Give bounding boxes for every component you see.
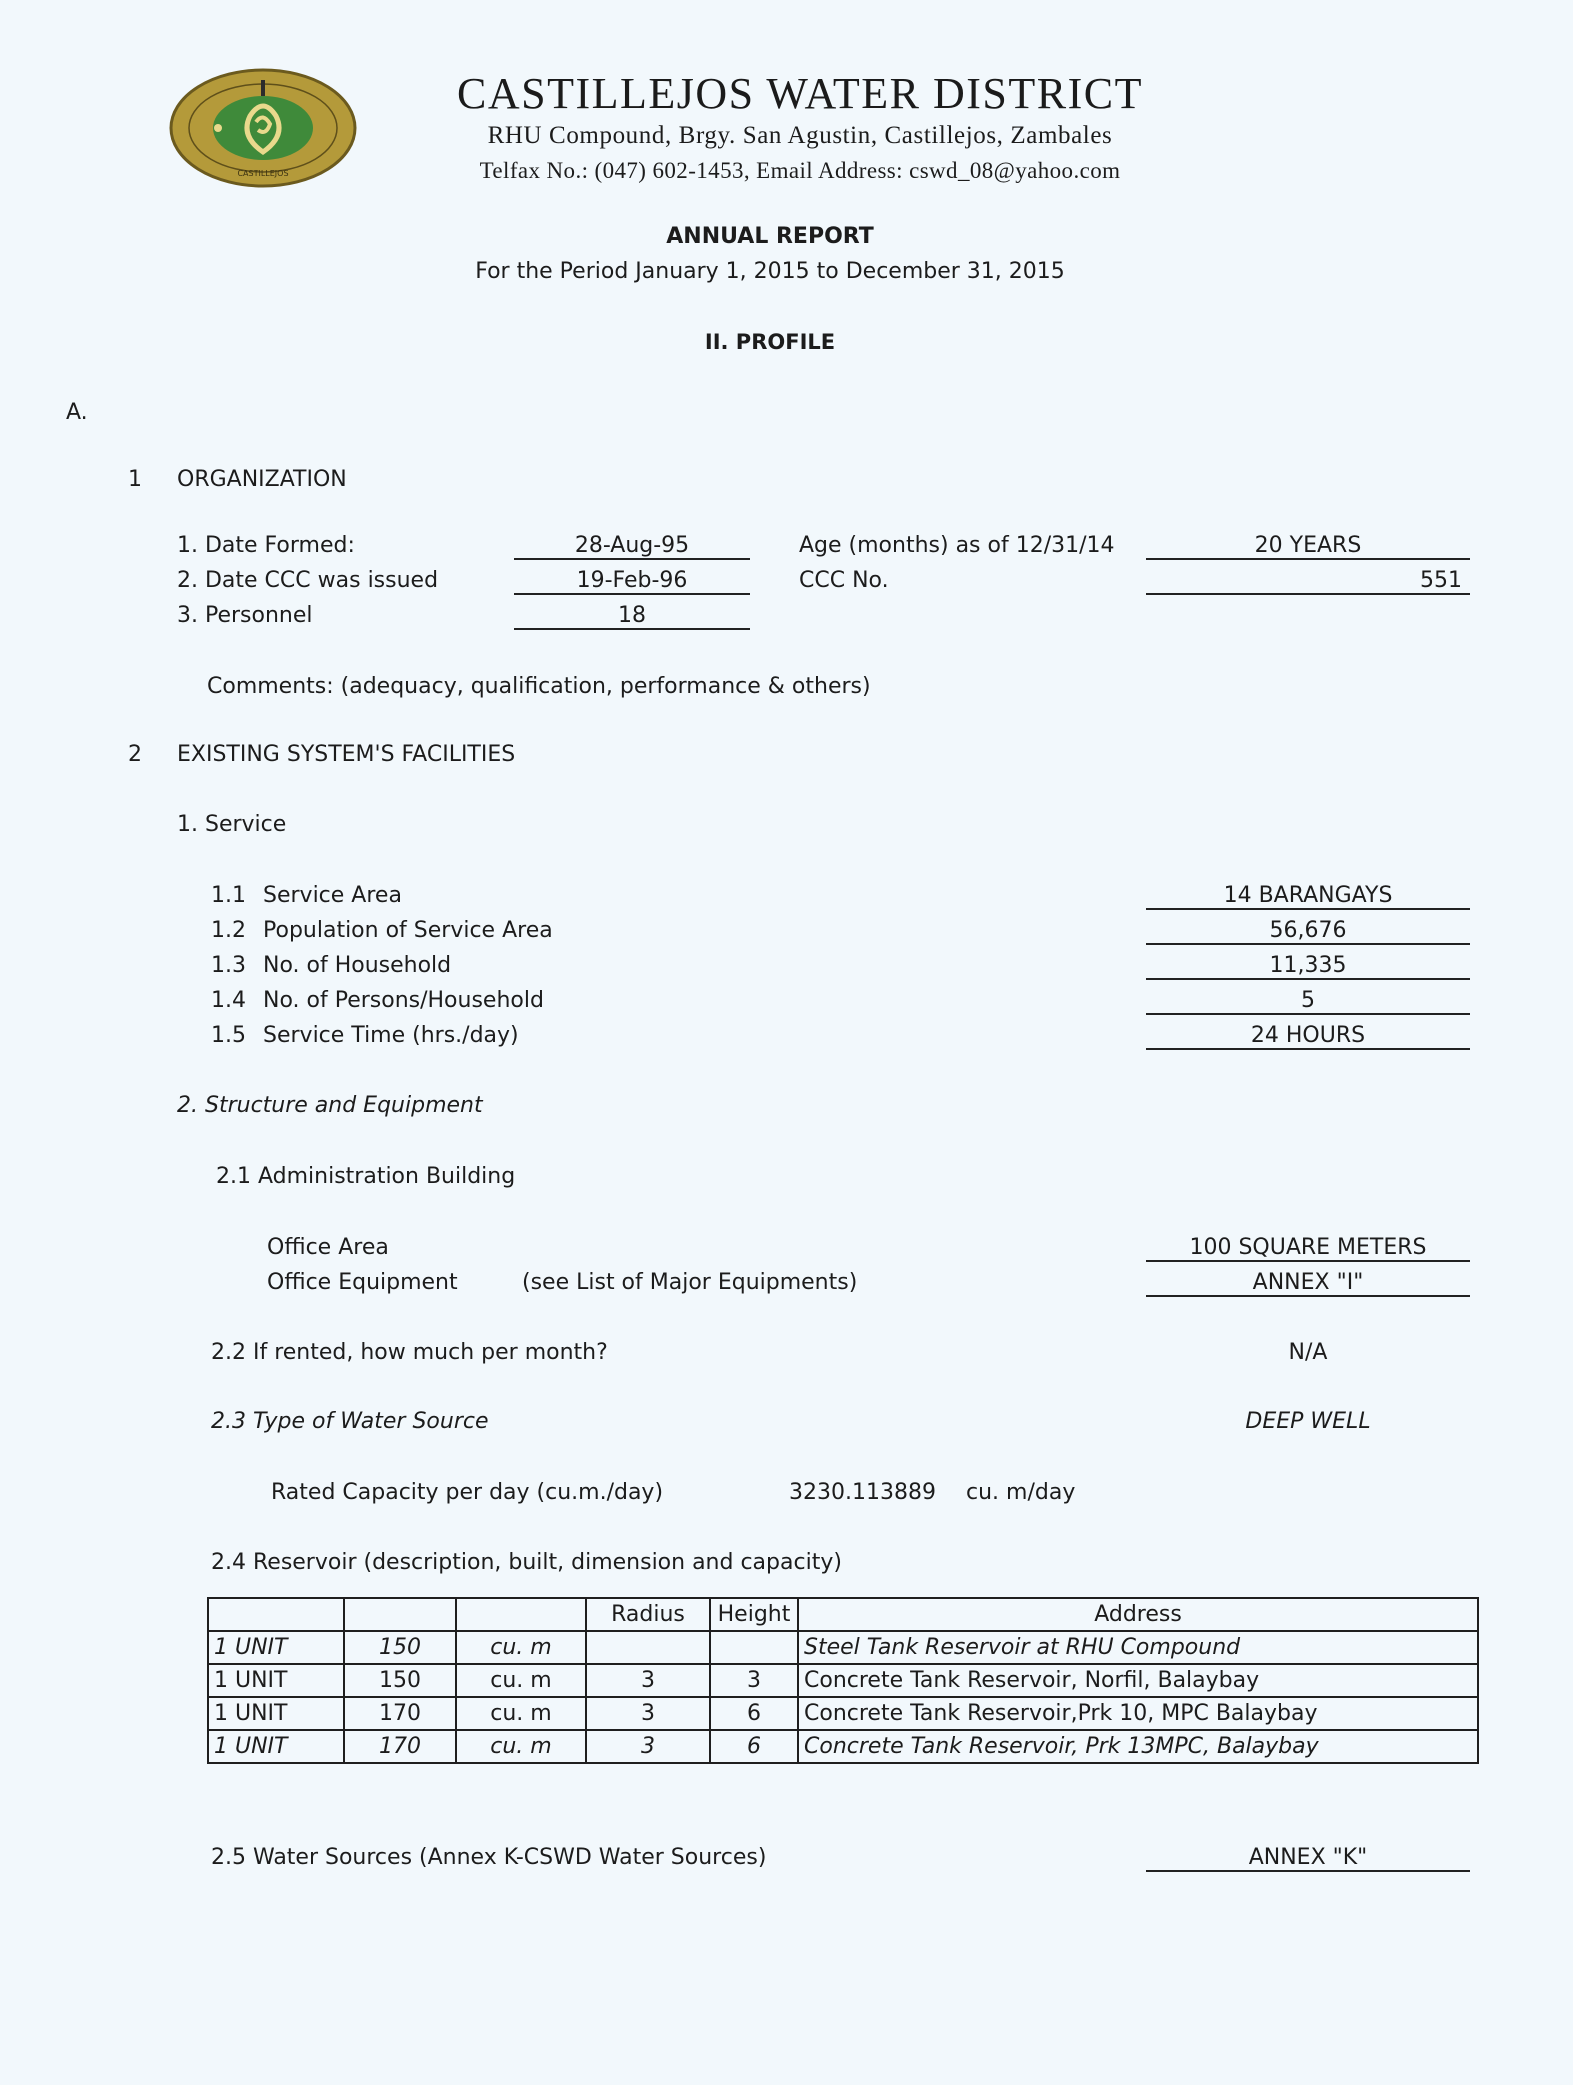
personnel-label: 3. Personnel (177, 603, 313, 628)
table-row (208, 1730, 1478, 1763)
section-title: II. PROFILE (704, 330, 836, 354)
table-header-row (208, 1598, 1478, 1631)
water-source-type-label: 2.3 Type of Water Source (211, 1409, 489, 1434)
table-header-cell: Height (710, 1598, 798, 1631)
rated-capacity-label: Rated Capacity per day (cu.m./day) (271, 1480, 664, 1505)
date-formed-value: 28-Aug-95 (514, 533, 750, 560)
table-cell: cu. m (456, 1730, 586, 1763)
table-cell: Concrete Tank Reservoir, Norfil, Balaybay (798, 1664, 1478, 1697)
ccc-no-label: CCC No. (799, 568, 889, 593)
service-item-label: No. of Persons/Household (263, 988, 544, 1013)
table-cell: 150 (344, 1631, 456, 1664)
service-item-num: 1.3 (211, 953, 246, 978)
table-cell: Steel Tank Reservoir at RHU Compound (798, 1631, 1478, 1664)
service-item-num: 1.4 (211, 988, 246, 1013)
table-cell: 1 UNIT (208, 1664, 344, 1697)
table-cell: 3 (586, 1664, 710, 1697)
table-cell: Concrete Tank Reservoir, Prk 13MPC, Balaybay (798, 1730, 1478, 1763)
rented-label: 2.2 If rented, how much per month? (211, 1340, 608, 1365)
office-equipment-value: ANNEX "I" (1146, 1270, 1470, 1297)
district-contact: Telfax No.: (047) 602-1453, Email Address: cswd_08@yahoo.com (479, 158, 1121, 183)
organization-num: 1 (128, 467, 142, 492)
table-header-cell: Radius (586, 1598, 710, 1631)
facilities-num: 2 (128, 742, 142, 767)
service-item-num: 1.1 (211, 883, 246, 908)
service-item-value: 56,676 (1146, 918, 1470, 945)
service-item-num: 1.2 (211, 918, 246, 943)
service-item-label: Service Time (hrs./day) (263, 1023, 519, 1048)
district-address: RHU Compound, Brgy. San Agustin, Castillejos, Zambales (487, 122, 1113, 149)
table-header-cell: Address (798, 1598, 1478, 1631)
reservoir-label: 2.4 Reservoir (description, built, dimension and capacity) (211, 1550, 842, 1575)
table-cell: 3 (710, 1664, 798, 1697)
table-cell: 170 (344, 1730, 456, 1763)
table-row (208, 1697, 1478, 1730)
water-sources-value: ANNEX "K" (1146, 1845, 1470, 1872)
comments-label: Comments: (adequacy, qualification, performance & others) (207, 674, 871, 699)
part-label: A. (66, 400, 88, 425)
table-cell: 1 UNIT (208, 1697, 344, 1730)
personnel-value: 18 (514, 603, 750, 630)
table-cell: 1 UNIT (208, 1631, 344, 1664)
table-cell: cu. m (456, 1664, 586, 1697)
report-period: For the Period January 1, 2015 to December 31, 2015 (475, 259, 1065, 284)
service-item-value: 5 (1146, 988, 1470, 1015)
table-row (208, 1631, 1478, 1664)
service-heading: 1. Service (177, 812, 287, 837)
service-item-value: 11,335 (1146, 953, 1470, 980)
age-value: 20 YEARS (1146, 533, 1470, 560)
admin-building-label: 2.1 Administration Building (216, 1164, 516, 1189)
office-area-value: 100 SQUARE METERS (1146, 1235, 1470, 1262)
structure-heading: 2. Structure and Equipment (177, 1093, 483, 1118)
ccc-issued-value: 19-Feb-96 (514, 568, 750, 595)
table-cell: 3 (586, 1697, 710, 1730)
reservoir-table (207, 1597, 1479, 1764)
table-cell: 170 (344, 1697, 456, 1730)
service-item-label: No. of Household (263, 953, 452, 978)
office-equipment-note: (see List of Major Equipments) (522, 1270, 858, 1295)
table-header-cell (456, 1598, 586, 1631)
organization-heading: ORGANIZATION (177, 467, 347, 492)
table-cell: 6 (710, 1730, 798, 1763)
service-item-value: 24 HOURS (1146, 1023, 1470, 1050)
table-cell: cu. m (456, 1631, 586, 1664)
water-district-seal-icon (168, 66, 358, 190)
rented-value: N/A (1288, 1340, 1328, 1365)
table-cell: cu. m (456, 1697, 586, 1730)
office-area-label: Office Area (267, 1235, 389, 1260)
table-cell: 150 (344, 1664, 456, 1697)
date-formed-label: 1. Date Formed: (177, 533, 355, 558)
water-sources-label: 2.5 Water Sources (Annex K-CSWD Water Sources) (211, 1845, 767, 1870)
table-header-cell (344, 1598, 456, 1631)
facilities-heading: EXISTING SYSTEM'S FACILITIES (177, 742, 516, 767)
table-cell: Concrete Tank Reservoir,Prk 10, MPC Balaybay (798, 1697, 1478, 1730)
report-title: ANNUAL REPORT (666, 224, 874, 249)
table-cell (586, 1631, 710, 1664)
table-cell (710, 1631, 798, 1664)
ccc-issued-label: 2. Date CCC was issued (177, 568, 439, 593)
service-item-label: Population of Service Area (263, 918, 553, 943)
ccc-no-value: 551 (1146, 568, 1470, 595)
district-name: CASTILLEJOS WATER DISTRICT (457, 69, 1143, 118)
table-row (208, 1664, 1478, 1697)
age-label: Age (months) as of 12/31/14 (799, 533, 1115, 558)
service-item-label: Service Area (263, 883, 402, 908)
table-cell: 3 (586, 1730, 710, 1763)
svg-text:CASTILLEJOS: CASTILLEJOS (237, 169, 289, 178)
table-cell: 6 (710, 1697, 798, 1730)
rated-capacity-unit: cu. m/day (966, 1480, 1076, 1505)
water-source-type-value: DEEP WELL (1245, 1409, 1371, 1434)
service-item-value: 14 BARANGAYS (1146, 883, 1470, 910)
rated-capacity-value: 3230.113889 (789, 1480, 936, 1505)
service-item-num: 1.5 (211, 1023, 246, 1048)
table-header-cell (208, 1598, 344, 1631)
table-cell: 1 UNIT (208, 1730, 344, 1763)
office-equipment-label: Office Equipment (267, 1270, 458, 1295)
